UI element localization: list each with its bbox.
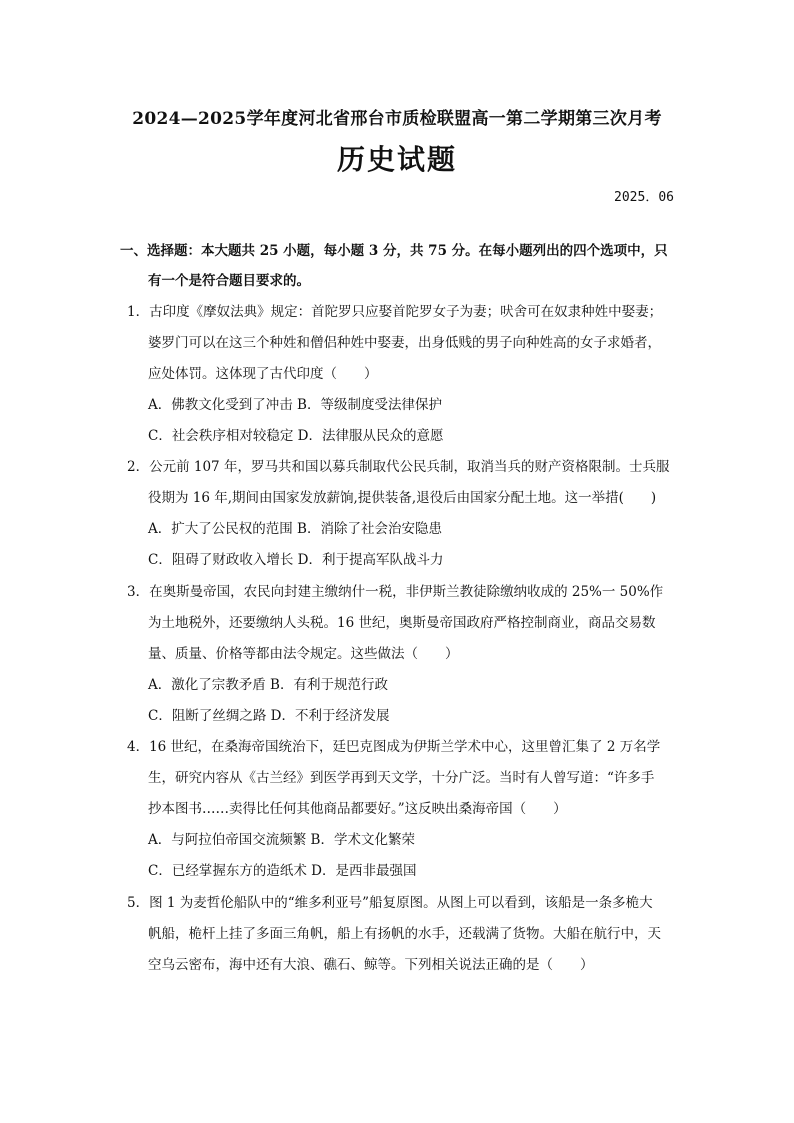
answer-options-ab: A．扩大了公民权的范围 B．消除了社会治安隐患 [148,521,442,537]
question-stem-line: 1．古印度《摩奴法典》规定：首陀罗只应娶首陀罗女子为妻；吠舍可在奴隶种姓中娶妻； [127,304,663,320]
answer-options-cd: C．已经掌握东方的造纸术 D．是西非最强国 [148,863,417,879]
question-stem-line: 抄本图书……卖得比任何其他商品都要好。”这反映出桑海帝国（ ） [148,801,567,817]
exam-subject-title: 历史试题 [336,143,457,176]
question-stem-line: 2．公元前 107 年，罗马共和国以募兵制取代公民兵制，取消当兵的财产资格限制。士兵服 [127,459,670,475]
answer-options-ab: A．佛教文化受到了冲击 B．等级制度受法律保护 [148,397,442,413]
section-heading-line: 有一个是符合题目要求的。 [148,273,310,289]
answer-options-cd: C．阻碍了财政收入增长 D．利于提高军队战斗力 [148,552,444,568]
answer-options-ab: A．与阿拉伯帝国交流频繁 B．学术文化繁荣 [148,832,415,848]
answer-options-cd: C．社会秩序相对较稳定 D．法律服从民众的意愿 [148,428,444,444]
answer-options-ab: A．激化了宗教矛盾 B．有利于规范行政 [148,677,388,693]
question-stem-line: 役期为 16 年,期间由国家发放薪饷,提供装备,退役后由国家分配土地。这一举措( ) [148,490,657,506]
exam-title: 2024—2025学年度河北省邢台市质检联盟高一第二学期第三次月考 [132,109,662,129]
answer-options-cd: C．阻断了丝绸之路 D．不利于经济发展 [148,708,390,724]
question-stem-line: 为土地税外，还要缴纳人头税。16 世纪，奥斯曼帝国政府严格控制商业，商品交易数 [148,615,656,631]
question-stem-line: 空乌云密布，海中还有大浪、礁石、鲸等。下列相关说法正确的是（ ） [148,957,594,973]
section-heading [120,236,680,296]
question-stem-line: 婆罗门可以在这三个种姓和僧侣种姓中娶妻，出身低贱的男子向种姓高的女子求婚者， [148,335,661,351]
section-heading-line: 一、选择题：本大题共 25 小题，每小题 3 分，共 75 分。在每小题列出的四个选项中，只 [120,243,668,259]
question-stem-line: 生，研究内容从《古兰经》到医学再到天文学，十分广泛。当时有人曾写道：“许多手 [148,770,655,786]
question-stem-line: 4．16 世纪，在桑海帝国统治下，廷巴克图成为伊斯兰学术中心，这里曾汇集了 2 万名学 [127,739,661,755]
question-stem-line: 5．图 1 为麦哲伦船队中的“维多利亚号”船复原图。从图上可以看到，该船是一条多桅大 [127,895,653,911]
question-stem-line: 3．在奥斯曼帝国，农民向封建主缴纳什一税，非伊斯兰教徒除缴纳收成的 25%一 50%作 [127,584,664,600]
exam-date: 2025．06 [614,190,674,205]
question-stem-line: 应处体罚。这体现了古代印度（ ） [148,366,378,382]
question-stem-line: 量、质量、价格等都由法令规定。这些做法（ ） [148,646,459,662]
question-stem-line: 帆船，桅杆上挂了多面三角帆，船上有扬帆的水手，还载满了货物。大船在航行中，天 [148,926,661,942]
